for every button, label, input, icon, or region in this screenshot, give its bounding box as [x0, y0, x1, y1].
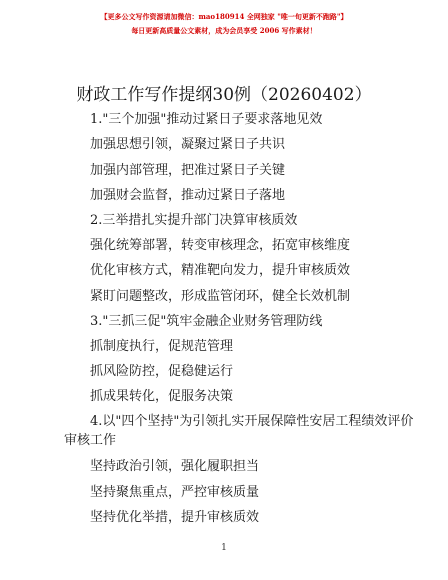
section-heading-1: 1."三个加强"推动过紧日子要求落地见效: [90, 112, 323, 127]
section-heading-4-continued: 审核工作: [64, 433, 117, 448]
outline-point: 坚持优化举措，提升审核质效: [90, 510, 260, 525]
outline-point: 抓制度执行，促规范管理: [90, 339, 234, 354]
page-number: 1: [221, 543, 227, 553]
outline-point: 加强内部管理，把准过紧日子关键: [90, 163, 286, 178]
outline-point: 抓成果转化，促服务决策: [90, 389, 234, 404]
outline-point: 强化统筹部署，转变审核理念，拓宽审核维度: [90, 238, 351, 253]
outline-point: 抓风险防控，促稳健运行: [90, 364, 234, 379]
outline-point: 坚持政治引领，强化履职担当: [90, 459, 260, 474]
outline-point: 坚持聚焦重点，严控审核质量: [90, 485, 260, 500]
promo-banner: [0, 12, 448, 36]
section-heading-4: 4.以"四个坚持"为引领扎实开展保障性安居工程绩效评价: [90, 414, 414, 429]
promo-line-2: 每日更新高质量公文素材，成为会员享受 2006 写作素材！: [131, 26, 317, 35]
outline-point: 加强财会监督，推动过紧日子落地: [90, 188, 286, 203]
outline-point: 加强思想引领，凝聚过紧日子共识: [90, 137, 286, 152]
outline-point: 优化审核方式，精准靶向发力，提升审核质效: [90, 263, 351, 278]
document-title: 财政工作写作提纲30例（20260402）: [76, 85, 372, 105]
section-heading-2: 2.三举措扎实提升部门决算审核质效: [90, 213, 298, 228]
promo-line-1: 【更多公文写作资源请加微信：mao180914 全网独家 "唯一旬更新不跑路"】: [100, 12, 348, 21]
section-heading-3: 3."三抓三促"筑牢金融企业财务管理防线: [90, 314, 323, 329]
outline-point: 紧盯问题整改，形成监管闭环，健全长效机制: [90, 289, 351, 304]
